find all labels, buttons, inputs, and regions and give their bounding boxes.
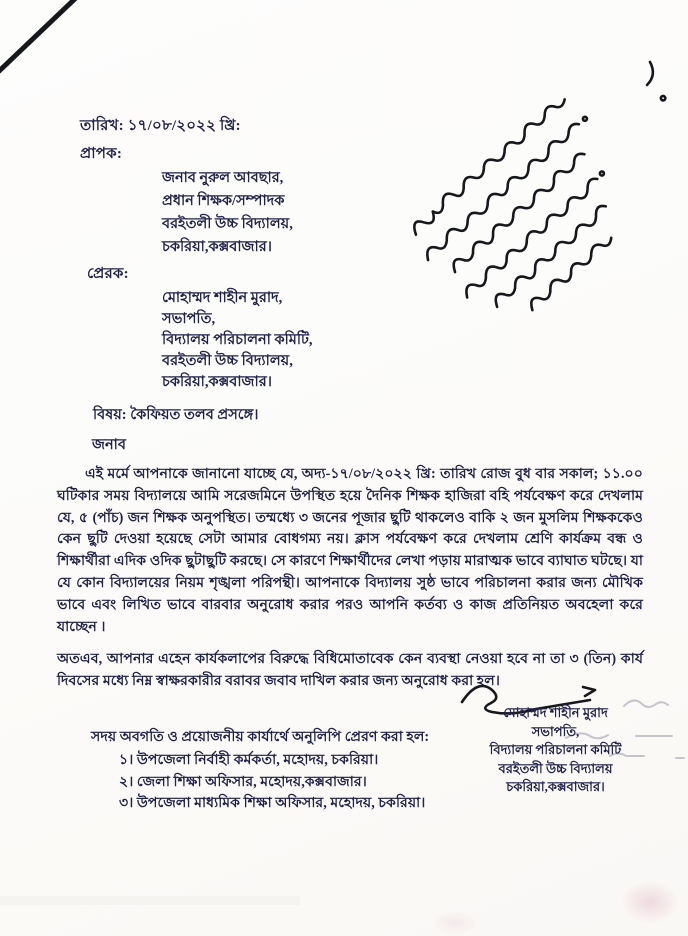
subject-line: বিষয়: কৈফিয়ত তলব প্রসঙ্গে। — [93, 407, 259, 423]
scan-smudge — [430, 910, 480, 936]
sender-address — [162, 288, 313, 393]
copies-list — [119, 750, 425, 815]
signatory-line: বরইতলী উচ্চ বিদ্যালয় — [498, 760, 613, 776]
recipient-label: প্রাপক: — [80, 146, 123, 162]
sender-line: বরইতলী উচ্চ বিদ্যালয়, — [162, 353, 293, 369]
handwritten-note — [378, 8, 688, 330]
recipient-address — [162, 167, 293, 259]
copy-item: ২। জেলা শিক্ষা অফিসার, মহোদয়,কক্সবাজার। — [119, 773, 367, 790]
letter-body — [57, 464, 643, 693]
recipient-line: জনাব নুরুল আবছার, — [162, 170, 284, 186]
copy-item: ১। উপজেলা নির্বাহী কর্মকর্তা, মহোদয়, চকরিয়া। — [119, 752, 379, 768]
body-paragraph-2: অতএব, আপনার এহেন কার্যকলাপের বিরুদ্ধে বিধিমোতাবেক কেন ব্যবস্থা নেওয়া হবে না তা ৩ (তিন) কার্য দিবসের মধ্যে নিম্ন স্বাক্ষরকারীর বরাবর জবাব দাখিল করার জন্য অনুরোধ করা হল। — [57, 651, 643, 690]
body-paragraph-1: এই মর্মে আপনাকে জানানো যাচ্ছে যে, অদ্য-১৭/০৮/২০২২ খ্রি: তারিখ রোজ বুধ বার সকাল; ১১.০০ ঘটিকার সময় বিদ্যালয়ে আমি সরেজমিনে উপস্থিত হয়ে দৈনিক শিক্ষক হাজিরা বহি পর্যবেক্ষণ করে দেখলাম যে, ৫ (পাঁচ) জন শিক্ষক অনুপস্থিত। তম্মধ্যে ৩ জনের পূজার ছুটি থাকলেও বাকি ২ জন মুসলিম শিক্ষককেও কেন ছুটি দেওয়া হয়েছে সেটা আমার বোধগম্য নয়। ক্লাস পর্যবেক্ষণ করে দেখলাম শ্রেণি কার্যক্রম বন্ধ ও শিক্ষার্থীরা এদিক ওদিক ছুটাছুটি করছে। সে কারণে শিক্ষার্থীদের লেখা পড়ায় মারাত্মক ভাবে ব্যাঘাত ঘটছে। যা যে কোন বিদ্যালয়ের নিয়ম শৃঙ্খলা পরিপন্থী। আপনাকে বিদ্যালয় সুষ্ঠ ভাবে পরিচালনা করার জন্য মৌখিক ভাবে এবং লিখিত ভাবে বারবার অনুরোধ করার পরও আপনি কর্তব্য ও কাজ প্রতিনিয়ত অবহেলা করে যাচ্ছেন । — [57, 466, 643, 635]
scan-smudge — [620, 880, 680, 924]
copy-item: ৩। উপজেলা মাধ্যমিক শিক্ষা অফিসার, মহোদয়, চকরিয়া। — [119, 795, 426, 812]
sender-line: সভাপতি, — [162, 311, 216, 327]
sender-line: বিদ্যালয় পরিচালনা কমিটি, — [162, 332, 313, 348]
signatory-line: সভাপতি, — [531, 723, 580, 739]
recipient-line: প্রধান শিক্ষক/সম্পাদক — [162, 193, 285, 209]
signature-block — [448, 704, 663, 797]
sender-line: মোহাম্মদ শাহীন মুরাদ, — [162, 290, 283, 306]
scan-smudge — [0, 896, 300, 905]
sender-line: চকরিয়া,কক্সবাজার। — [162, 374, 272, 390]
sender-label: প্রেরক: — [87, 266, 129, 282]
salutation: জনাব — [92, 437, 126, 453]
recipient-line: চকরিয়া,কক্সবাজার। — [162, 239, 272, 255]
signatory-line: বিদ্যালয় পরিচালনা কমিটি — [489, 742, 622, 758]
recipient-line: বরইতলী উচ্চ বিদ্যালয়, — [162, 216, 293, 232]
corner-fold-mark — [0, 0, 110, 90]
copies-heading: সদয় অবগতি ও প্রয়োজনীয় কার্যার্থে অনুলিপি প্রেরণ করা হল: — [91, 729, 430, 745]
signatory-line: চকরিয়া,কক্সবাজার। — [506, 779, 605, 795]
date-line: তারিখ: ১৭/০৮/২০২২ খ্রি: — [80, 118, 241, 134]
signatory-name: মোহাম্মদ শাহীন মুরাদ — [503, 705, 608, 720]
